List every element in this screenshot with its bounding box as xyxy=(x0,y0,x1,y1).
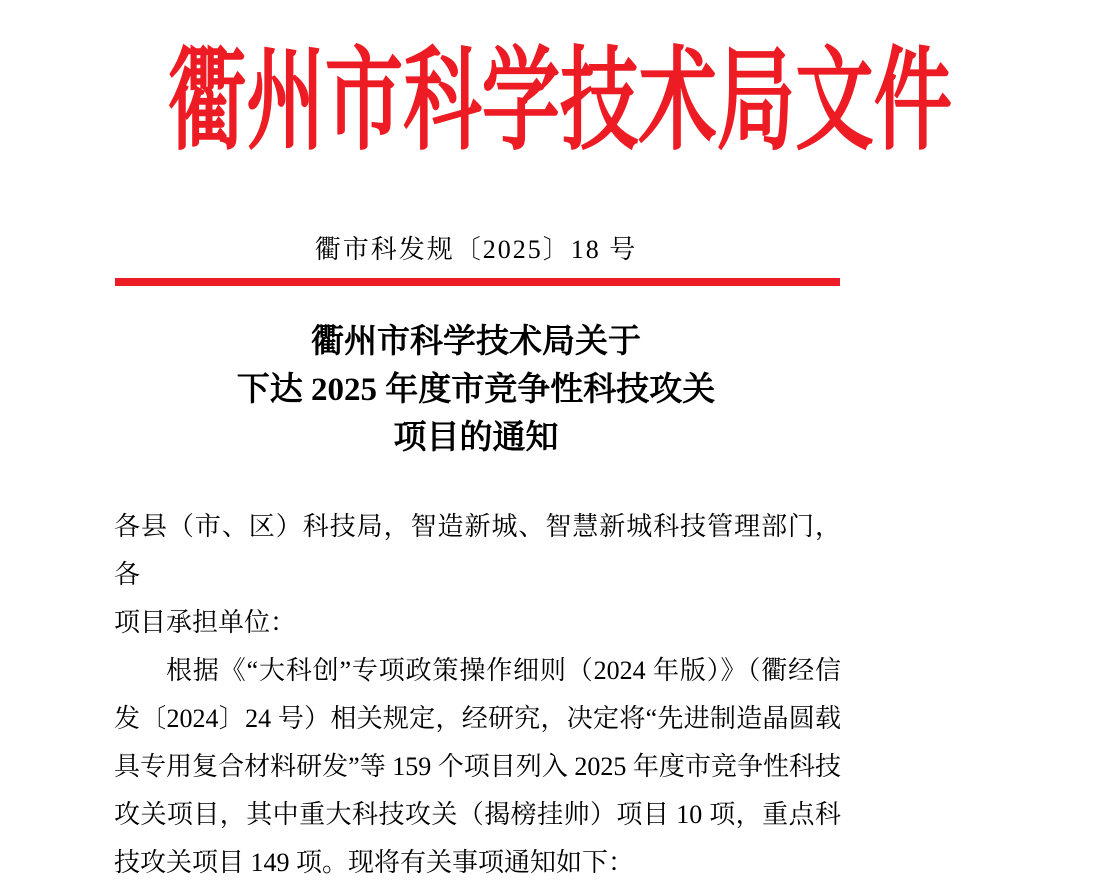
body-line: 具专用复合材料研发”等 159 个项目列入 2025 年度市竞争性科技 xyxy=(114,752,841,781)
body-line: 根据《“大科创”专项政策操作细则（2024 年版）》（衢经信 xyxy=(166,656,841,685)
title-line-3: 项目的通知 xyxy=(393,420,559,456)
body-line: 发〔2024〕24 号）相关规定，经研究，决定将“先进制造晶圆载 xyxy=(114,704,841,733)
document-body xyxy=(114,503,841,887)
body-line: 技攻关项目 149 项。现将有关事项通知如下： xyxy=(114,848,635,877)
document-number: 衢市科发规〔2025〕18 号 xyxy=(314,235,638,264)
document-title xyxy=(0,318,952,462)
red-divider-line xyxy=(115,278,840,286)
body-line: 各县（市、区）科技局，智造新城、智慧新城科技管理部门，各 xyxy=(114,512,841,589)
agency-banner-text: 衢州市科学技术局文件 xyxy=(168,40,952,164)
body-line: 攻关项目，其中重大科技攻关（揭榜挂帅）项目 10 项，重点科 xyxy=(114,800,841,829)
title-line-2: 下达 2025 年度市竞争性科技攻关 xyxy=(236,372,716,408)
agency-banner xyxy=(0,33,952,171)
title-line-1: 衢州市科学技术局关于 xyxy=(311,324,641,360)
body-line: 项目承担单位： xyxy=(114,608,297,637)
